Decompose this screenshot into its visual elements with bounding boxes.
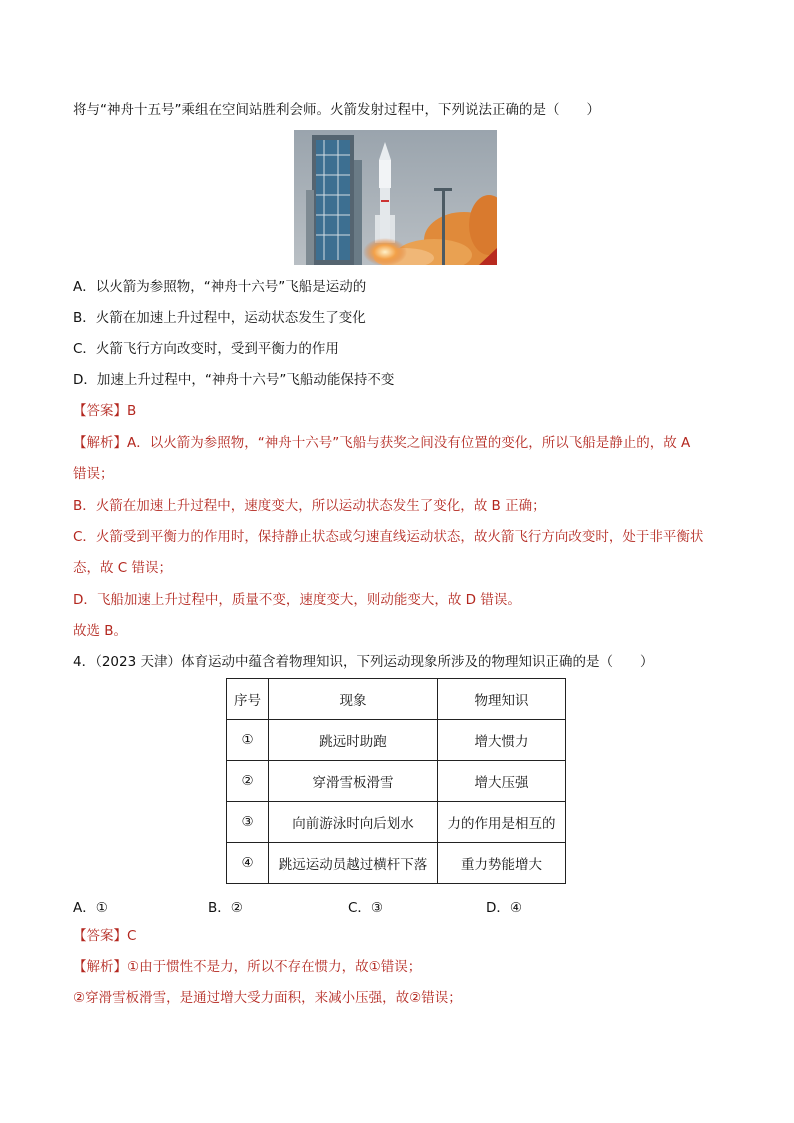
table-cell: 跳远运动员越过横杆下落 [269, 843, 438, 884]
q4-analysis-text: ①由于惯性不是力，所以不存在惯力，故①错误； [127, 959, 422, 975]
table-cell: 增大惯力 [438, 720, 566, 761]
q4-analysis-tag: 【解析】 [73, 959, 127, 975]
q4-table [226, 678, 566, 884]
table-row [227, 802, 566, 843]
table-cell: 重力势能增大 [438, 843, 566, 884]
q3-analysis-line-3: B．火箭在加速上升过程中，速度变大，所以运动状态发生了变化，故 B 正确； [73, 498, 546, 514]
q3-analysis-line-6: D．飞船加速上升过程中，质量不变，速度变大，则动能变大，故 D 错误。 [73, 592, 521, 608]
q4-stem: 4．（2023 天津）体育运动中蕴含着物理知识，下列运动现象所涉及的物理知识正确的是（ ） [73, 654, 654, 670]
q3-analysis-line-7: 故选 B。 [73, 623, 128, 639]
q3-option-a: A．以火箭为参照物，“神舟十六号”飞船是运动的 [73, 279, 367, 295]
table-cell: ② [227, 761, 269, 802]
rocket-launch-photo [294, 130, 497, 265]
table-row [227, 720, 566, 761]
q3-option-c: C．火箭飞行方向改变时，受到平衡力的作用 [73, 341, 339, 357]
q4-answer [73, 927, 136, 945]
q4-answer-tag: 【答案】 [73, 928, 127, 944]
q4-option-a: A．① [73, 900, 108, 916]
table-cell: 跳远时助跑 [269, 720, 438, 761]
q3-analysis-line-1 [73, 434, 690, 452]
q3-analysis-line-2: 错误； [73, 466, 114, 482]
table-row [227, 761, 566, 802]
q4-option-d: D．④ [486, 900, 522, 916]
table-header-cell: 序号 [227, 679, 269, 720]
q3-analysis-tag: 【解析】 [73, 435, 127, 451]
q4-option-c: C．③ [348, 900, 384, 916]
table-cell: ③ [227, 802, 269, 843]
q3-analysis-line-5: 态，故 C 错误； [73, 560, 173, 576]
q4-option-b: B．② [208, 900, 243, 916]
table-cell: 向前游泳时向后划水 [269, 802, 438, 843]
table-cell: 穿滑雪板滑雪 [269, 761, 438, 802]
q4-analysis-line-1 [73, 958, 421, 976]
table-cell: 增大压强 [438, 761, 566, 802]
table-cell: 力的作用是相互的 [438, 802, 566, 843]
q3-analysis-text: A．以火箭为参照物，“神舟十六号”飞船与获奖之间没有位置的变化，所以飞船是静止的，故 A [127, 435, 691, 451]
q4-analysis-line-2: ②穿滑雪板滑雪，是通过增大受力面积，来减小压强，故②错误； [73, 990, 462, 1006]
q3-option-d: D．加速上升过程中，“神舟十六号”飞船动能保持不变 [73, 372, 395, 388]
q3-answer-tag: 【答案】 [73, 403, 127, 419]
table-header-row [227, 679, 566, 720]
q3-answer-value: B [127, 403, 137, 419]
table-header-cell: 现象 [269, 679, 438, 720]
q3-analysis-line-4: C．火箭受到平衡力的作用时，保持静止状态或匀速直线运动状态，故火箭飞行方向改变时，处于非平衡状 [73, 529, 704, 545]
table-cell: ④ [227, 843, 269, 884]
q4-answer-value: C [127, 928, 137, 944]
table-row [227, 843, 566, 884]
q3-answer [73, 402, 136, 420]
table-header-cell: 物理知识 [438, 679, 566, 720]
table-cell: ① [227, 720, 269, 761]
q3-stem: 将与“神舟十五号”乘组在空间站胜利会师。火箭发射过程中，下列说法正确的是（ ） [73, 102, 600, 118]
q3-option-b: B．火箭在加速上升过程中，运动状态发生了变化 [73, 310, 366, 326]
